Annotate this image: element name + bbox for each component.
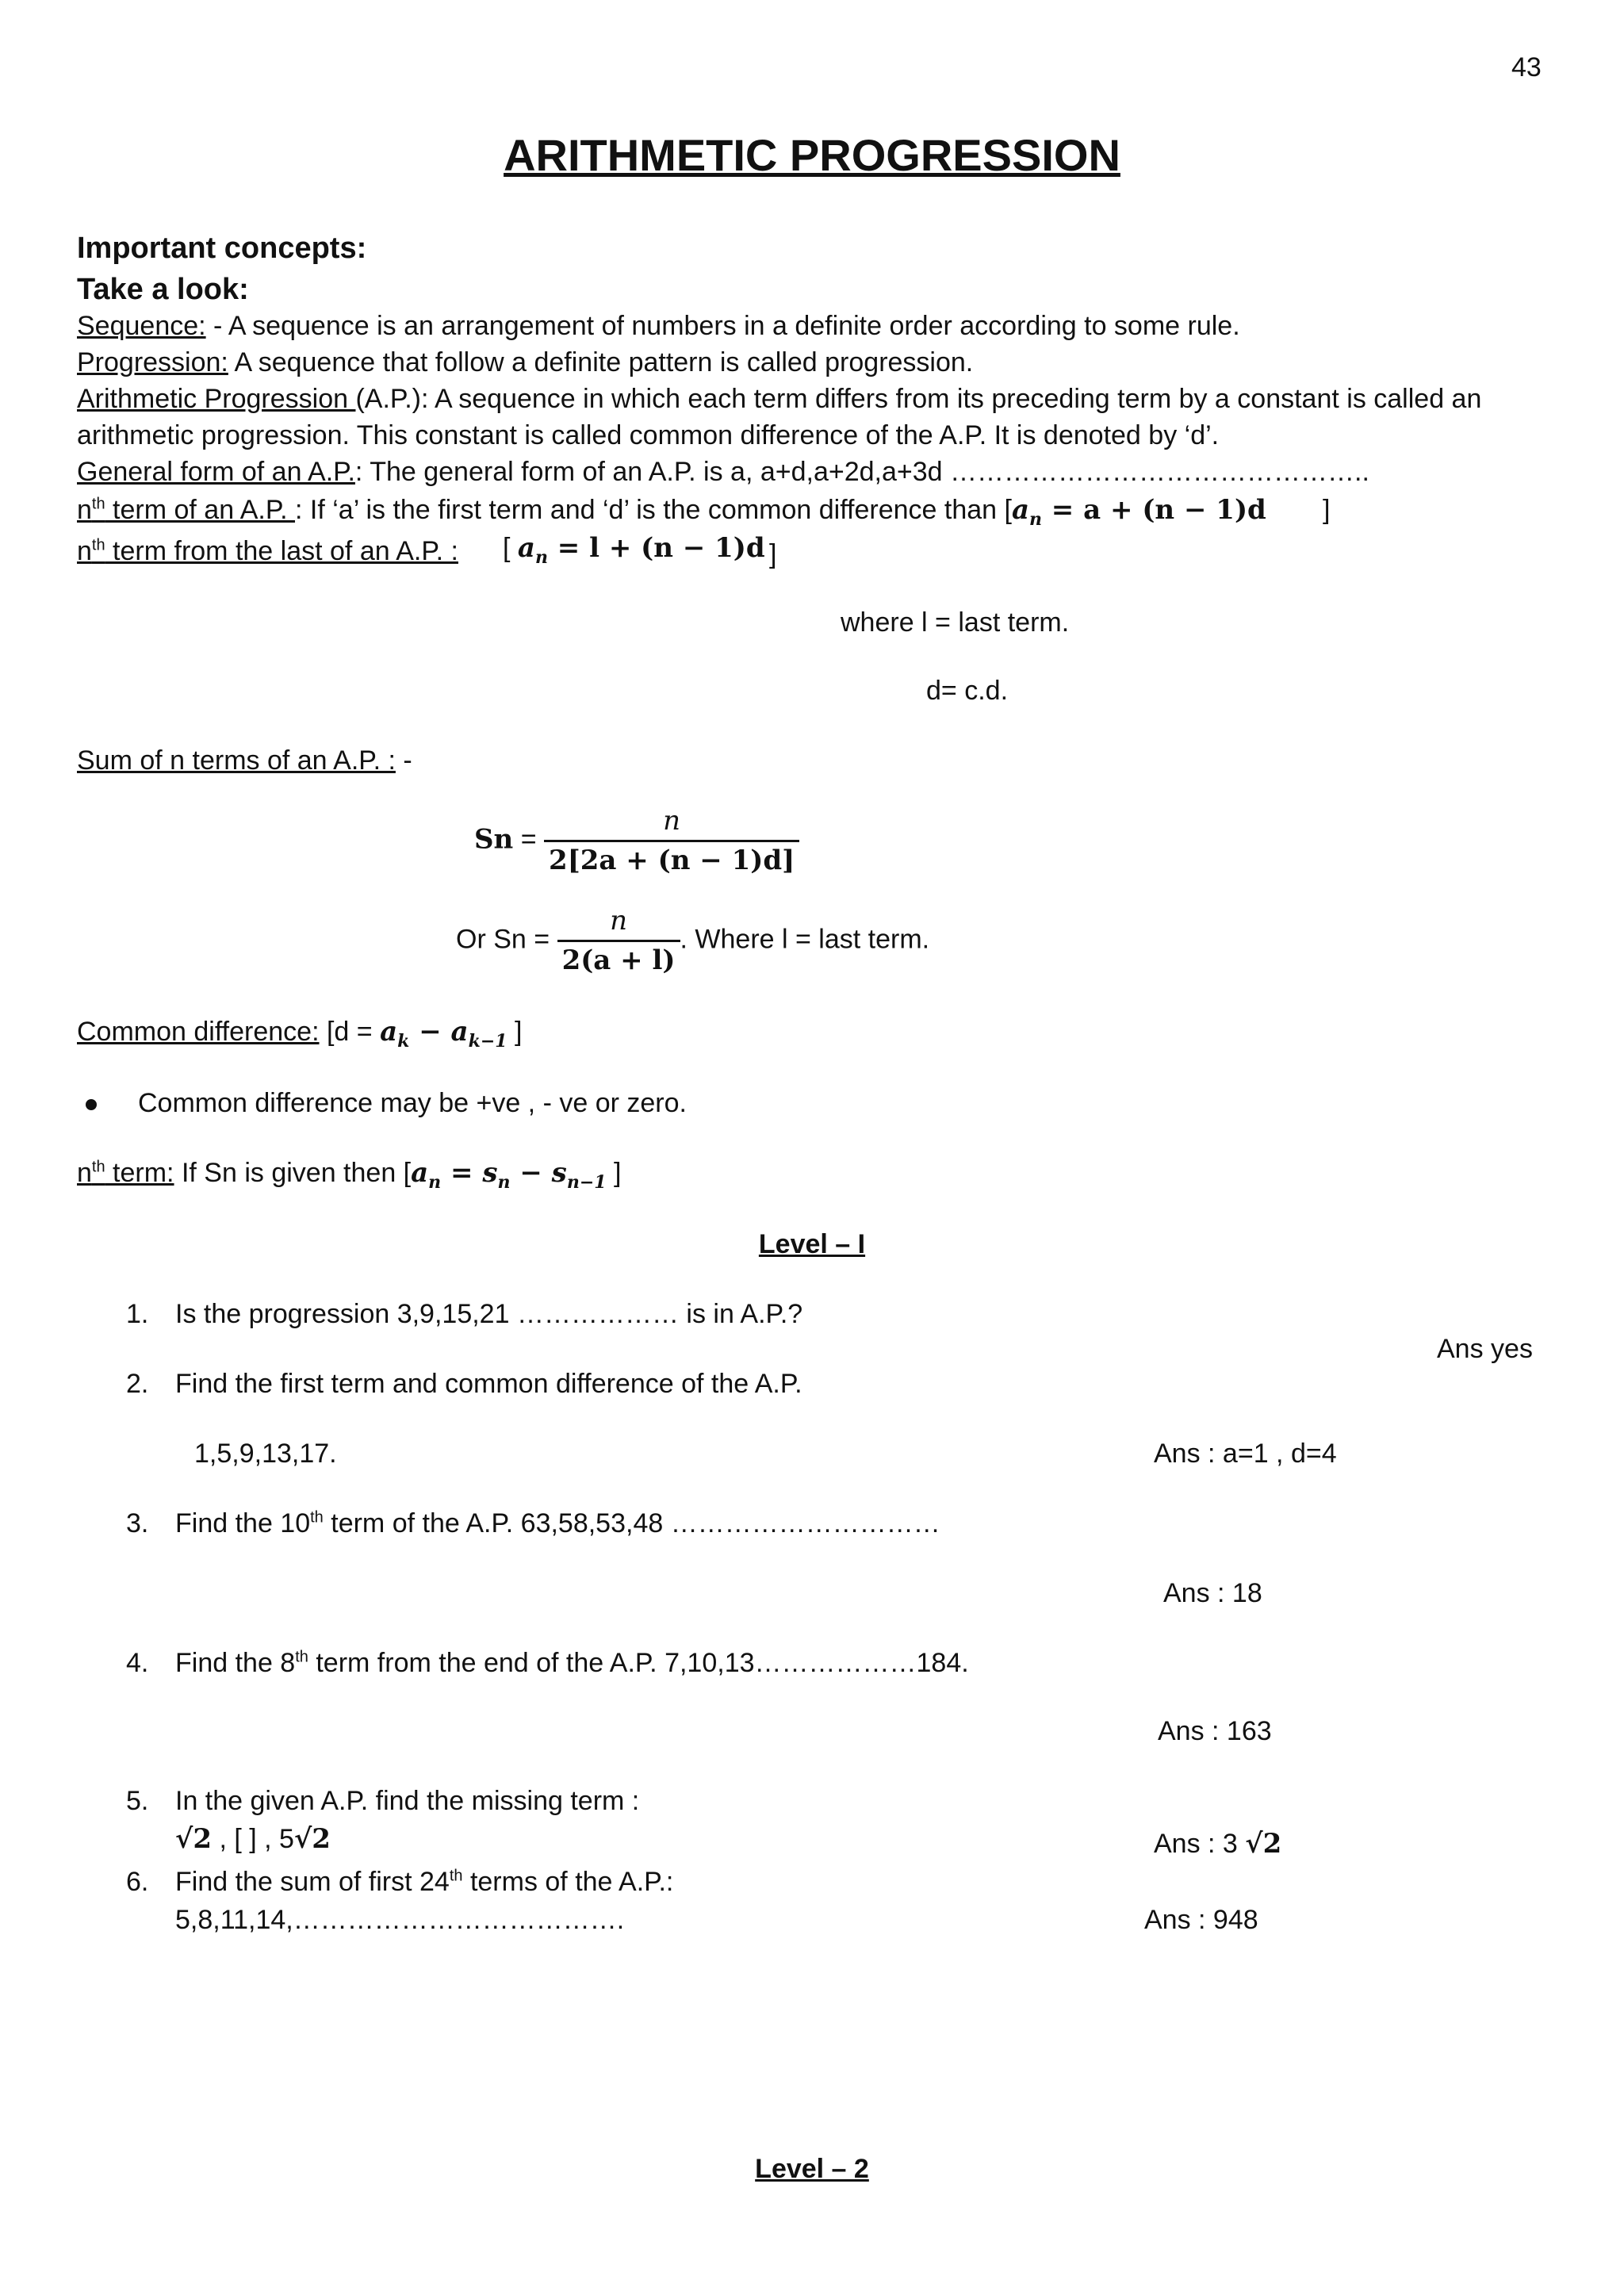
- q6-answer: Ans : 948: [1144, 1905, 1258, 1935]
- sequence-text: - A sequence is an arrangement of numbers in a definite order according to some rule.: [205, 311, 1240, 341]
- progression-label: Progression:: [77, 347, 228, 377]
- general-form-text: : The general form of an A.P. is a, a+d,a+2d,a+3d ………………………………………..: [354, 457, 1369, 487]
- q5-number: 5.: [126, 1786, 149, 1816]
- progression-text: A sequence that follow a definite pattern is called progression.: [228, 347, 974, 377]
- nth-term-label: $n^{th}$ term of an A.P.: [77, 495, 296, 525]
- nth-term-line: [77, 495, 1266, 530]
- general-form-label: General form of an A.P.: [77, 457, 355, 487]
- q3-number: 3.: [126, 1508, 149, 1538]
- sum-label-line: Sum of n terms of an A.P. : -: [77, 745, 412, 776]
- progression-definition: [77, 347, 973, 378]
- nth-given-line: $n^{th}$ term: If Sn is given then [$a_n = s_n - s_{n-1}$ ]: [77, 1157, 622, 1193]
- q1-text: Is the progression 3,9,15,21 ……………… is in A.P.?: [175, 1299, 803, 1329]
- nth-from-last-close-bracket: ]: [769, 539, 777, 569]
- q4-number: 4.: [126, 1648, 149, 1678]
- sum-label: Sum of n terms of an A.P. :: [77, 745, 396, 776]
- q5-text: In the given A.P. find the missing term :: [175, 1786, 640, 1816]
- q5-sub: √2 , [ ] , 5√2: [175, 1823, 331, 1855]
- nth-from-last-label: $n^{th}$ term from the last of an A.P. :: [77, 536, 458, 566]
- page-title: ARITHMETIC PROGRESSION: [504, 130, 1120, 180]
- level-1-heading: Level – I: [758, 1229, 866, 1259]
- common-difference-label: Common difference:: [77, 1017, 320, 1047]
- ap-text1: (A.P.): A sequence in which each term differs from its preceding term by a constant is called an: [355, 384, 1482, 414]
- q3-answer: Ans : 18: [1163, 1578, 1262, 1608]
- q5-answer: Ans : 3 √2: [1154, 1828, 1282, 1860]
- nth-from-last-line: [77, 536, 458, 567]
- nth-given-label: $n^{th}$ term:: [77, 1158, 174, 1188]
- q3-text: Find the 10th term of the A.P. 63,58,53,48 …………………………: [175, 1508, 940, 1538]
- sum-formula-2: Or Sn = $\frac{n}{2(a + l)}$ . Where l = last term.: [456, 905, 930, 977]
- q2-number: 2.: [126, 1369, 149, 1399]
- ap-definition-line1: [77, 384, 1481, 415]
- q1-number: 1.: [126, 1299, 149, 1329]
- sequence-label: Sequence:: [77, 311, 206, 341]
- nth-from-last-formula: [ $a_n = l + (n - 1)d$: [503, 532, 765, 568]
- nth-term-formula: $a_n = a + (n - 1)d$: [1011, 494, 1266, 530]
- sum-formula-1: Sn = $\frac{n}{2[2a + (n - 1)d]}$: [474, 806, 799, 876]
- nth-term-close-bracket: ]: [1323, 495, 1331, 525]
- q6-sub: 5,8,11,14,……………………………….: [175, 1905, 625, 1935]
- heading-take-a-look: Take a look:: [77, 273, 249, 306]
- nth-term-text: : If ‘a’ is the first term and ‘d’ is the common difference than [: [295, 495, 1012, 525]
- ap-definition-line2: arithmetic progression. This constant is called common difference of the A.P. It is denoted by ‘d’.: [77, 420, 1220, 450]
- ap-label: Arithmetic Progression: [77, 384, 356, 414]
- q2-answer: Ans : a=1 , d=4: [1154, 1439, 1337, 1469]
- q1-answer: Ans yes: [1437, 1334, 1533, 1364]
- bullet-icon: [86, 1099, 97, 1110]
- q4-text: Find the 8th term from the end of the A.P. 7,10,13………………184.: [175, 1648, 969, 1678]
- level-2-heading: Level – 2: [755, 2154, 869, 2184]
- q6-text: Find the sum of first 24th terms of the A.P.:: [175, 1867, 674, 1897]
- page-number: 43: [1511, 52, 1542, 82]
- bullet-item: [86, 1088, 687, 1119]
- sequence-definition: [77, 311, 1240, 342]
- q2-sub: 1,5,9,13,17.: [194, 1439, 337, 1469]
- q4-answer: Ans : 163: [1158, 1716, 1272, 1746]
- where-cd: d= c.d.: [926, 676, 1009, 706]
- bullet-text: Common difference may be +ve , - ve or zero.: [138, 1088, 687, 1118]
- q2-text: Find the first term and common difference of the A.P.: [175, 1369, 802, 1399]
- where-last-term: where l = last term.: [841, 607, 1070, 638]
- heading-important-concepts: Important concepts:: [77, 232, 367, 265]
- general-form: [77, 457, 1369, 488]
- common-difference-line: Common difference: [$d = a_k - a_{k-1}$ ]: [77, 1016, 523, 1052]
- q6-number: 6.: [126, 1867, 149, 1897]
